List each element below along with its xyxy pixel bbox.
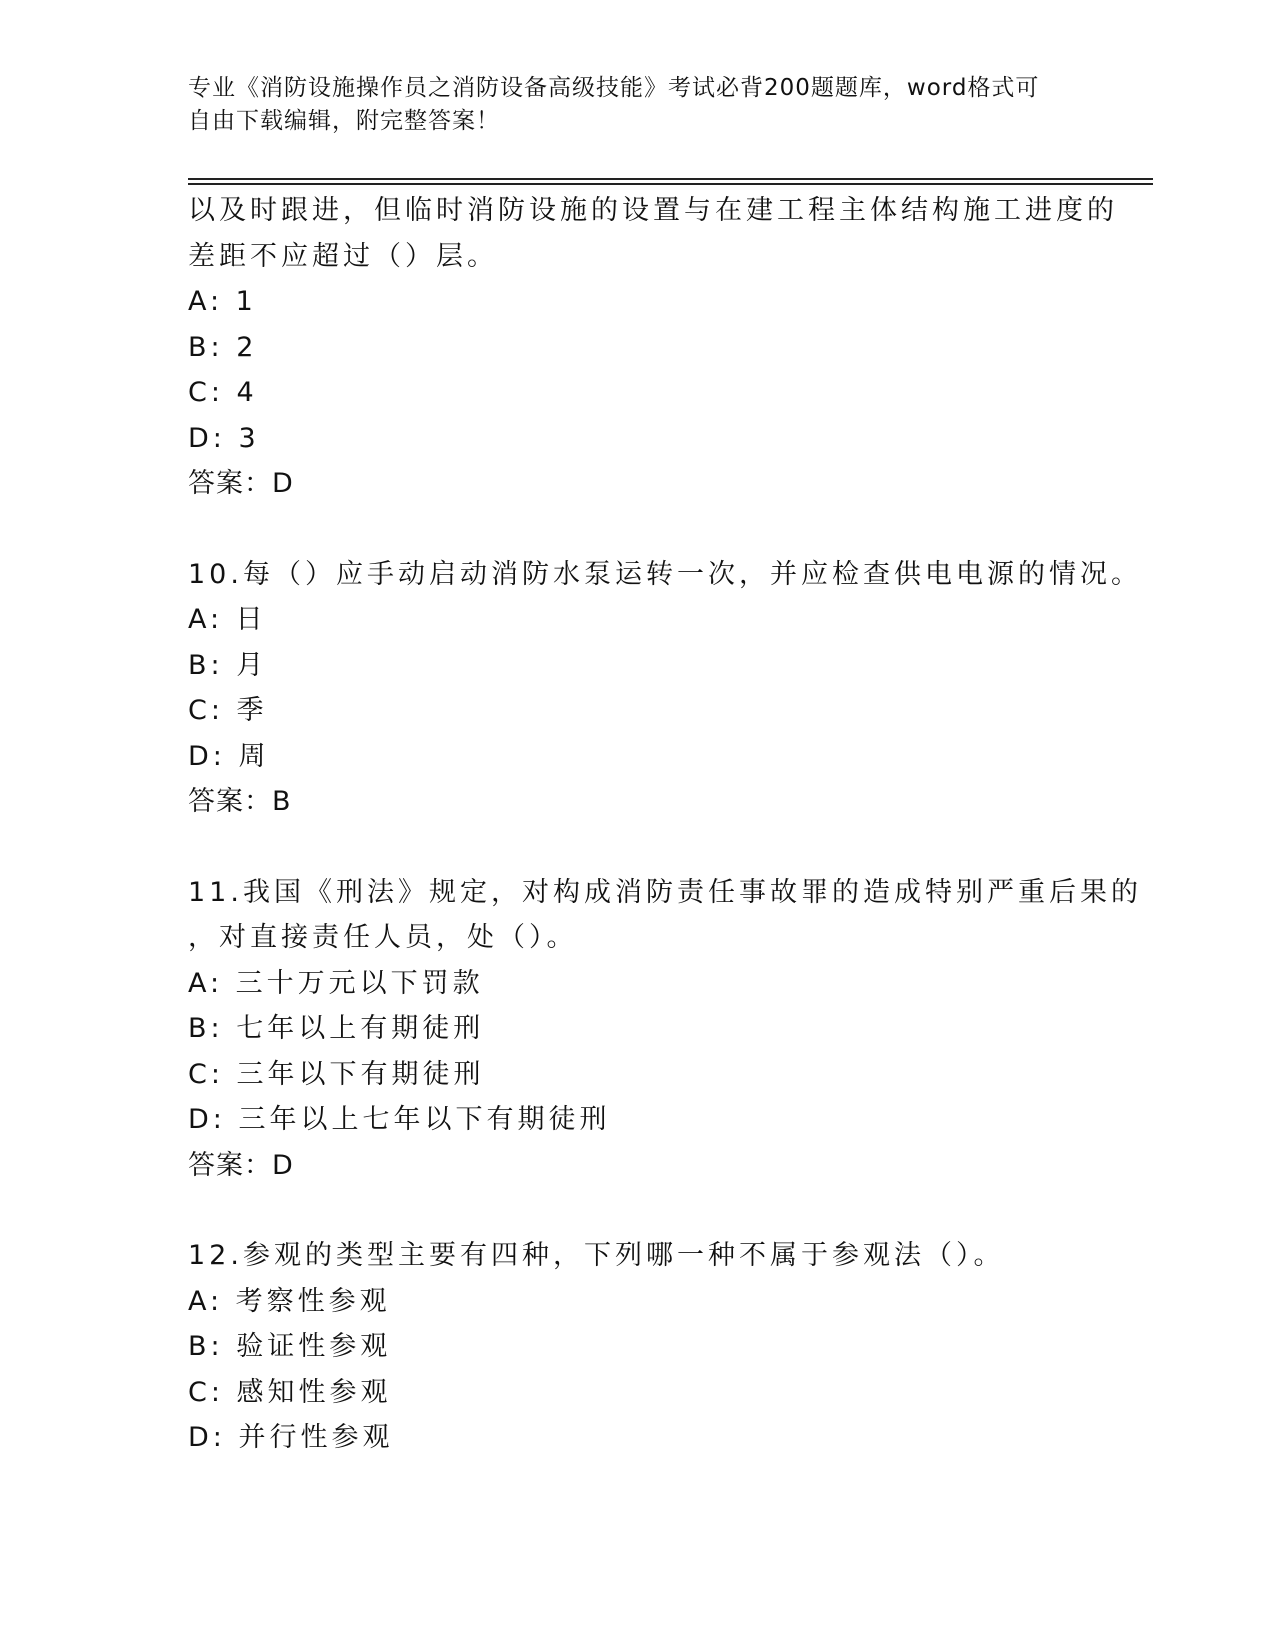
option-c: C: 4 bbox=[188, 377, 258, 408]
header-line-1: 专业《消防设施操作员之消防设备高级技能》考试必背200题题库，word格式可 bbox=[188, 75, 1040, 101]
question-11 bbox=[188, 870, 1142, 1189]
option-a: A: 三十万元以下罚款 bbox=[188, 967, 484, 999]
option-a: A: 1 bbox=[188, 286, 257, 317]
option-d: D: 周 bbox=[188, 740, 270, 772]
header-rule-top bbox=[188, 178, 1153, 180]
option-b: B: 验证性参观 bbox=[188, 1331, 392, 1362]
question-10 bbox=[188, 552, 1142, 825]
answer-label: 答案：D bbox=[188, 1149, 294, 1181]
spacer bbox=[188, 1188, 1088, 1233]
option-d: D: 三年以上七年以下有期徒刑 bbox=[188, 1104, 611, 1135]
question-stem: 10.每（）应手动启动消防水泵运转一次，并应检查供电电源的情况。 bbox=[188, 558, 1142, 590]
option-a: A: 日 bbox=[188, 604, 267, 635]
option-c: C: 三年以下有期徒刑 bbox=[188, 1058, 485, 1090]
spacer bbox=[188, 825, 1088, 870]
question-stem: 12.参观的类型主要有四种，下列哪一种不属于参观法（）。 bbox=[188, 1240, 1005, 1271]
option-c: C: 感知性参观 bbox=[188, 1376, 392, 1408]
question-stem: 差距不应超过（）层。 bbox=[188, 240, 498, 272]
option-c: C: 季 bbox=[188, 695, 268, 726]
answer-label: 答案：B bbox=[188, 786, 292, 817]
option-a: A: 考察性参观 bbox=[188, 1285, 391, 1317]
option-d: D: 并行性参观 bbox=[188, 1422, 394, 1453]
option-b: B: 月 bbox=[188, 649, 268, 681]
option-b: B: 2 bbox=[188, 331, 258, 363]
question-12 bbox=[188, 1233, 1088, 1461]
header-rule-bottom bbox=[188, 183, 1153, 185]
spacer bbox=[188, 507, 1088, 552]
question-list bbox=[188, 188, 1142, 1461]
question-stem: 11.我国《刑法》规定，对构成消防责任事故罪的造成特别严重后果的 bbox=[188, 876, 1142, 908]
question-stem: ，对直接责任人员，处（）。 bbox=[188, 922, 578, 953]
document-header bbox=[188, 72, 1068, 138]
header-line-2: 自由下载编辑，附完整答案！ bbox=[188, 108, 500, 134]
answer-label: 答案：D bbox=[188, 468, 294, 499]
option-b: B: 七年以上有期徒刑 bbox=[188, 1013, 485, 1044]
question-9 bbox=[188, 188, 1118, 507]
option-d: D: 3 bbox=[188, 422, 260, 454]
question-stem: 以及时跟进，但临时消防设施的设置与在建工程主体结构施工进度的 bbox=[188, 195, 1118, 226]
